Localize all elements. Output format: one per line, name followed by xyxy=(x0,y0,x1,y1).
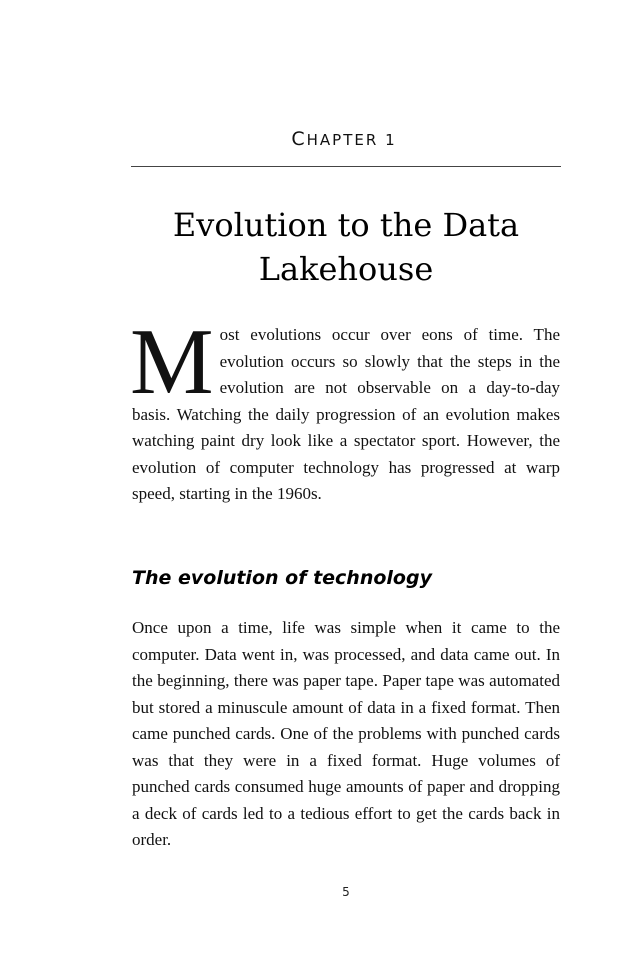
drop-cap: M xyxy=(130,310,214,414)
page-number: 5 xyxy=(342,885,350,899)
chapter-divider xyxy=(131,166,561,167)
chapter-title: Evolution to the Data Lakehouse xyxy=(172,206,520,288)
chapter-label-rest: HAPTER xyxy=(306,131,379,149)
chapter-label xyxy=(0,128,638,150)
intro-paragraph xyxy=(130,310,560,508)
section-paragraph: Once upon a time, life was simple when it came to the computer. Data went in, was processed, and data came out. In the beginning, there was paper tape. Paper tape was automated but stored a minuscule amount of data in a fixed format. Then came punched cards. One of the problems with punched cards was that they were in a fixed format. Huge volumes of punched cards consumed huge amounts of paper and dropping a deck of cards led to a tedious effort to get the cards back in order. xyxy=(132,618,560,849)
chapter-number: 1 xyxy=(385,131,397,149)
section-heading: The evolution of technology xyxy=(132,567,432,589)
intro-text: ost evolutions occur over eons of time. The evolution occurs so slowly that the steps in the evolution are not observable on a day-to-day basis. Watching the daily progression of an evolution makes watching paint dry look like a spectator sport. However, the evolution of computer technology has progressed at warp speed, starting in the 1960s. xyxy=(132,325,560,503)
chapter-label-initial: C xyxy=(291,128,307,150)
